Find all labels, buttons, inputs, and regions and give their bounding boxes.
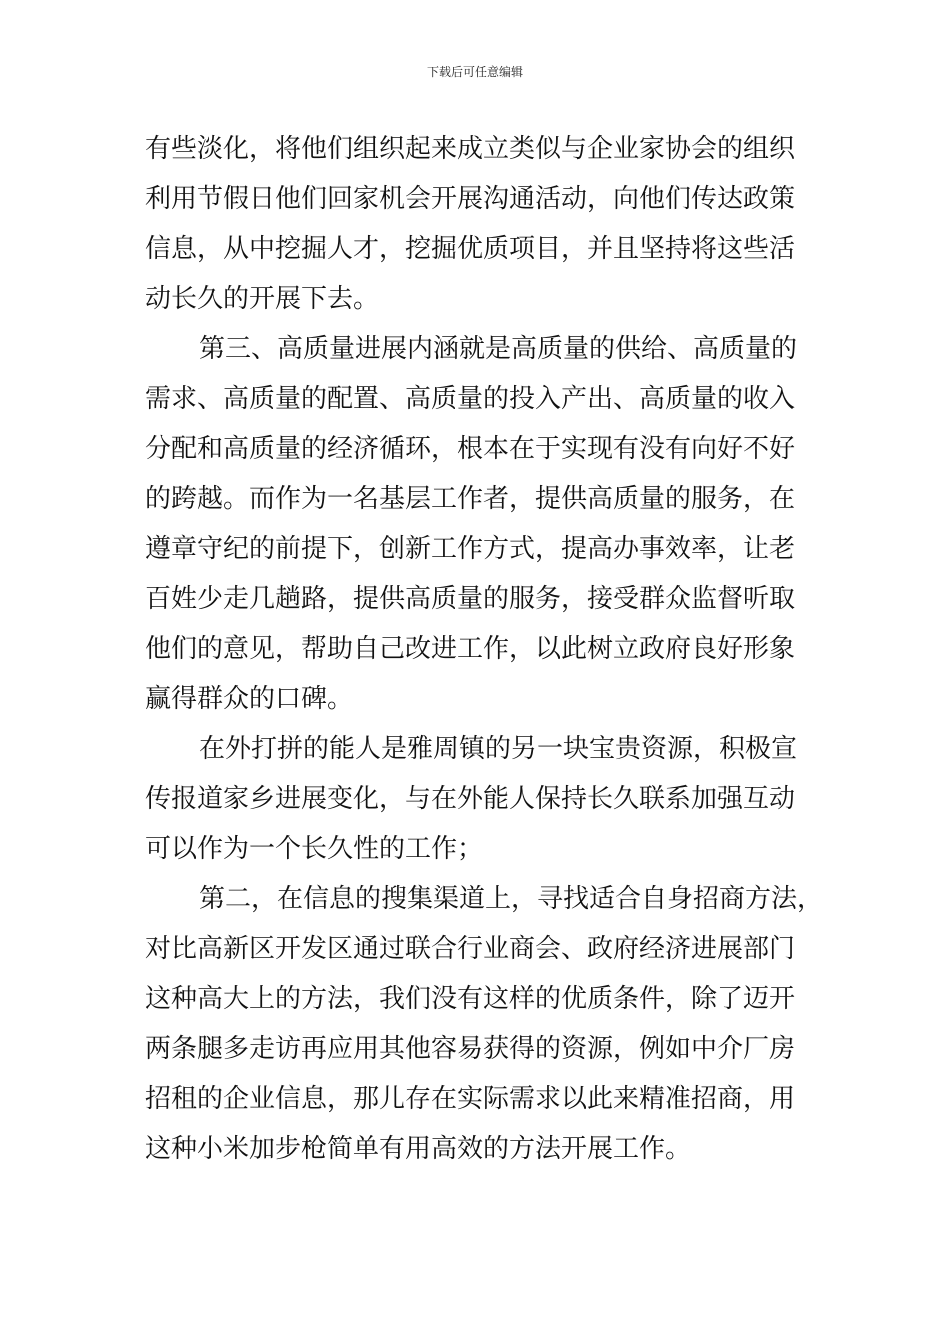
text-line: 可以作为一个长久性的工作； — [145, 834, 484, 864]
text-line: 这种高大上的方法，我们没有这样的优质条件，除了迈开 — [145, 984, 796, 1014]
text-line: 两条腿多走访再应用其他容易获得的资源，例如中介厂房 — [145, 1034, 796, 1064]
text-line: 利用节假日他们回家机会开展沟通活动，向他们传达政策 — [145, 184, 796, 214]
text-line: 分配和高质量的经济循环，根本在于实现有没有向好不好 — [145, 434, 796, 464]
text-line: 第二，在信息的搜集渠道上，寻找适合自身招商方法， — [199, 884, 824, 914]
text-line: 信息，从中挖掘人才，挖掘优质项目，并且坚持将这些活 — [145, 234, 796, 264]
text-line: 需求、高质量的配置、高质量的投入产出、高质量的收入 — [145, 384, 796, 414]
text-line: 在外打拼的能人是雅周镇的另一块宝贵资源，积极宣 — [199, 734, 798, 764]
text-line: 招租的企业信息，那儿存在实际需求以此来精准招商，用 — [145, 1084, 796, 1114]
text-line: 的跨越。而作为一名基层工作者，提供高质量的服务，在 — [145, 484, 796, 514]
text-line: 对比高新区开发区通过联合行业商会、政府经济进展部门 — [145, 934, 796, 964]
text-line: 有些淡化，将他们组织起来成立类似与企业家协会的组织 — [145, 134, 796, 164]
text-line: 遵章守纪的前提下，创新工作方式，提高办事效率，让老 — [145, 534, 796, 564]
text-line: 传报道家乡进展变化，与在外能人保持长久联系加强互动 — [145, 784, 796, 814]
text-line: 百姓少走几趟路，提供高质量的服务，接受群众监督听取 — [145, 584, 796, 614]
page-header: 下载后可任意编辑 — [426, 65, 523, 79]
text-line: 动长久的开展下去。 — [145, 284, 380, 314]
text-line: 这种小米加步枪简单有用高效的方法开展工作。 — [145, 1134, 692, 1164]
text-line: 第三、高质量进展内涵就是高质量的供给、高质量的 — [199, 334, 798, 364]
text-line: 赢得群众的口碑。 — [145, 684, 354, 714]
document-body — [145, 124, 824, 1174]
text-line: 他们的意见，帮助自己改进工作，以此树立政府良好形象 — [145, 634, 796, 664]
